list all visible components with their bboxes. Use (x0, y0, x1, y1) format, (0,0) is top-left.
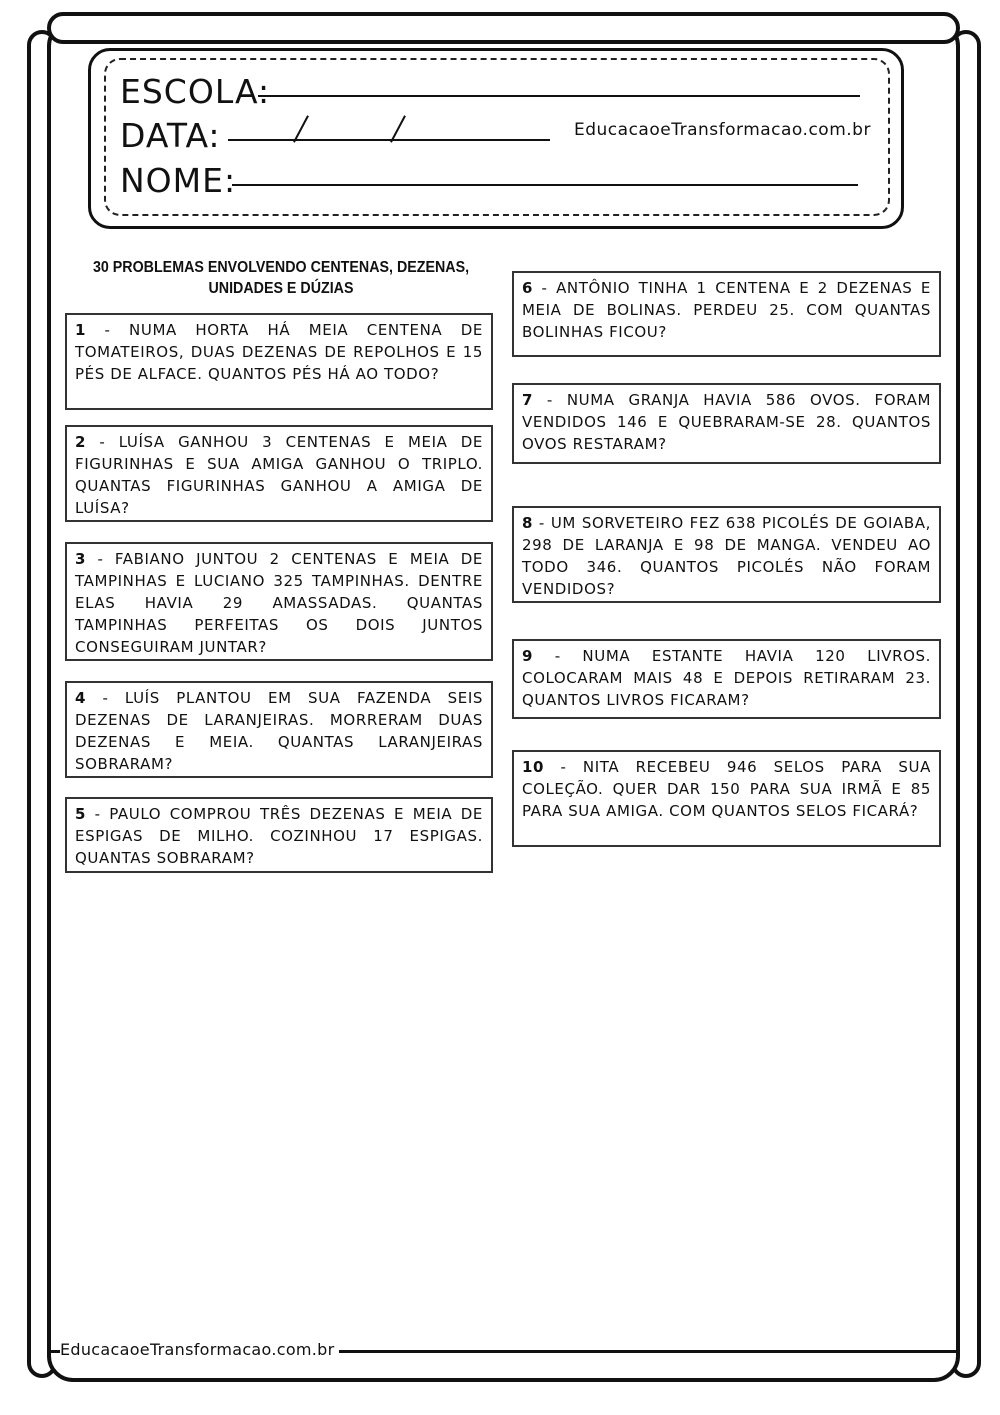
problem-box-6 (512, 271, 941, 357)
header-site-url: EducacaoeTransformacao.com.br (574, 120, 871, 140)
escola-label: ESCOLA: (120, 72, 271, 111)
problem-box-8 (512, 506, 941, 603)
worksheet-title (83, 257, 479, 299)
escola-line[interactable] (258, 95, 860, 97)
data-line[interactable] (228, 139, 550, 141)
problem-number: 3 (75, 550, 87, 568)
problem-number: 2 (75, 433, 87, 451)
problem-box-1 (65, 313, 493, 410)
problem-text: - ANTÔNIO TINHA 1 CENTENA E 2 DEZENAS E MEIA DE BOLINAS. PERDEU 25. COM QUANTAS BOLINHAS FICOU? (522, 279, 931, 341)
problem-text: - LUÍSA GANHOU 3 CENTENAS E MEIA DE FIGURINHAS E SUA AMIGA GANHOU O TRIPLO. QUANTAS FIGURINHAS GANHOU A AMIGA DE LUÍSA? (75, 433, 483, 517)
problem-number: 8 (522, 514, 534, 532)
problem-text: - FABIANO JUNTOU 2 CENTENAS E MEIA DE TAMPINHAS E LUCIANO 325 TAMPINHAS. DENTRE ELAS HAVIA 29 AMASSADAS. QUANTAS TAMPINHAS PERFEITAS OS DOIS JUNTOS CONSEGUIRAM JUNTAR? (75, 550, 483, 656)
nome-line[interactable] (232, 184, 858, 186)
problem-number: 10 (522, 758, 545, 776)
problem-text: - NUMA HORTA HÁ MEIA CENTENA DE TOMATEIROS, DUAS DEZENAS DE REPOLHOS E 15 PÉS DE ALFACE. QUANTOS PÉS HÁ AO TODO? (75, 321, 483, 383)
problem-text: - LUÍS PLANTOU EM SUA FAZENDA SEIS DEZENAS DE LARANJEIRAS. MORRERAM DUAS DEZENAS E MEIA. QUANTAS LARANJEIRAS SOBRARAM? (75, 689, 483, 773)
nome-label: NOME: (120, 161, 237, 200)
problem-box-10 (512, 750, 941, 847)
problem-number: 6 (522, 279, 534, 297)
problem-text: - PAULO COMPROU TRÊS DEZENAS E MEIA DE ESPIGAS DE MILHO. COZINHOU 17 ESPIGAS. QUANTAS SOBRARAM? (75, 805, 483, 867)
footer-site-url: EducacaoeTransformacao.com.br (60, 1340, 339, 1359)
problem-number: 4 (75, 689, 87, 707)
problem-box-2 (65, 425, 493, 522)
problem-number: 9 (522, 647, 534, 665)
problem-number: 5 (75, 805, 87, 823)
title-line-1: 30 PROBLEMAS ENVOLVENDO CENTENAS, DEZENAS, (92, 259, 470, 276)
problem-box-5 (65, 797, 493, 873)
problem-number: 1 (75, 321, 87, 339)
title-line-2: UNIDADES E DÚZIAS (208, 280, 354, 297)
frame-top-roll (47, 12, 960, 44)
problem-text: - NUMA GRANJA HAVIA 586 OVOS. FORAM VENDIDOS 146 E QUEBRARAM-SE 28. QUANTOS OVOS RESTARAM? (522, 391, 931, 453)
problem-text: - UM SORVETEIRO FEZ 638 PICOLÉS DE GOIABA, 298 DE LARANJA E 98 DE MANGA. VENDEU AO TODO 346. QUANTOS PICOLÉS NÃO FORAM VENDIDOS? (522, 514, 931, 598)
problem-box-7 (512, 383, 941, 464)
problem-box-3 (65, 542, 493, 661)
problem-number: 7 (522, 391, 534, 409)
data-label: DATA: (120, 116, 221, 155)
problem-box-4 (65, 681, 493, 778)
problem-text: - NITA RECEBEU 946 SELOS PARA SUA COLEÇÃO. QUER DAR 150 PARA SUA IRMÃ E 85 PARA SUA AMIGA. COM QUANTOS SELOS FICARÁ? (522, 758, 931, 820)
problem-text: - NUMA ESTANTE HAVIA 120 LIVROS. COLOCARAM MAIS 48 E DEPOIS RETIRARAM 23. QUANTOS LIVROS FICARAM? (522, 647, 931, 709)
problem-box-9 (512, 639, 941, 719)
